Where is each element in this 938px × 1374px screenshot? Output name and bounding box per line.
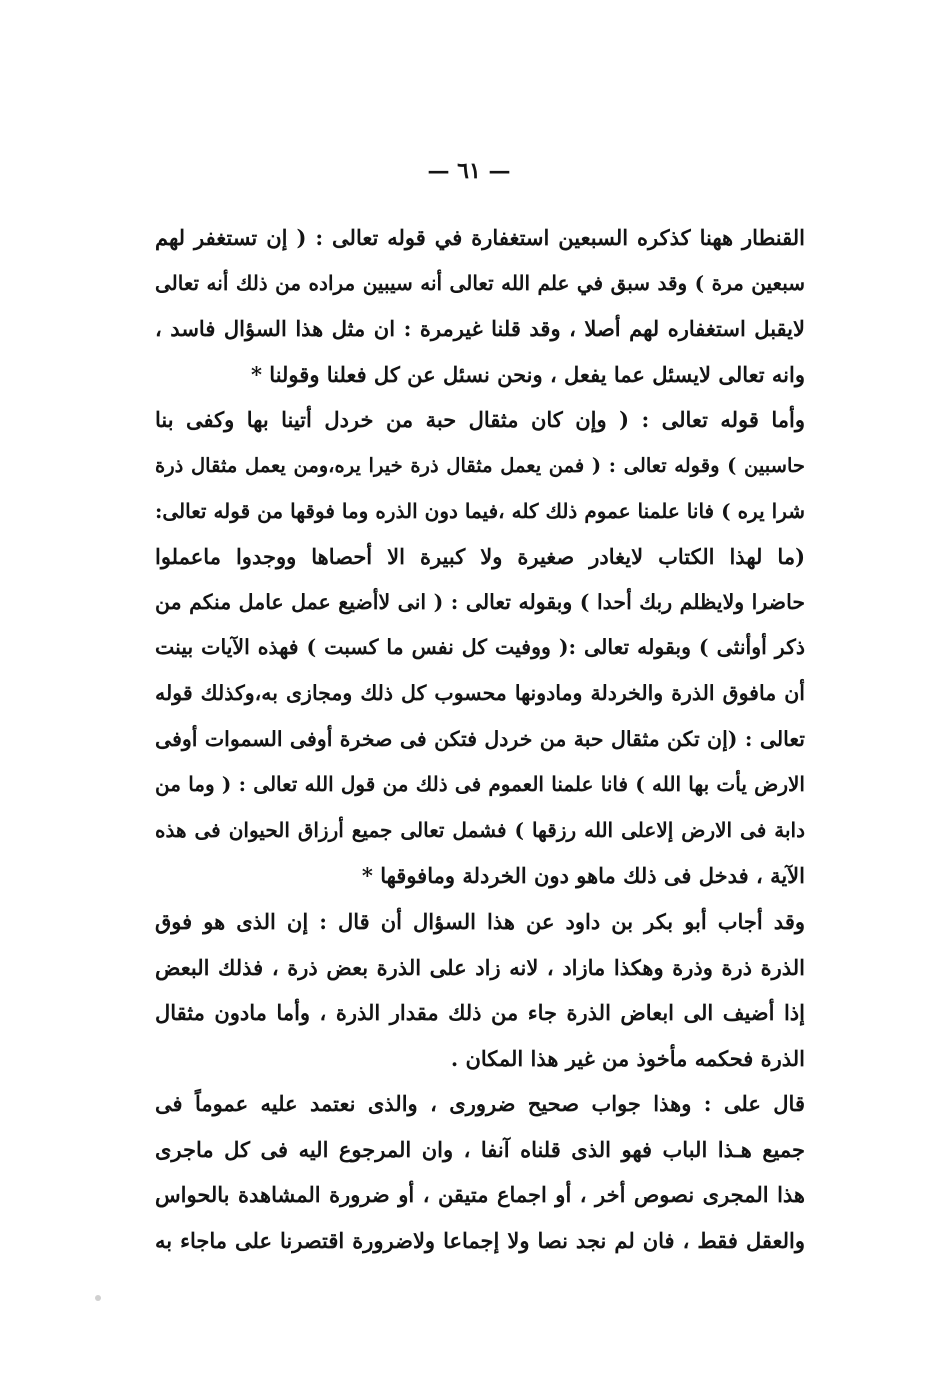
text-line: ذكر أوأنثى ) وبقوله تعالى :( ووفيت كل نفس ما كسبت ) فهذه الآيات بينت bbox=[155, 635, 805, 660]
page-number: — ٦١ — bbox=[427, 158, 511, 184]
text-line: قال على : وهذا جواب صحيح ضرورى ، والذى نعتمد عليه عموماً فى bbox=[155, 1091, 805, 1117]
text-line: وقد أجاب أبو بكر بن داود عن هذا السؤال أن قال : إن الذى هو فوق bbox=[155, 908, 805, 934]
text-line: الذرة فحكمه مأخوذ من غير هذا المكان . bbox=[450, 1045, 805, 1071]
text-line: الذرة ذرة وذرة وهكذا مازاد ، لانه زاد على الذرة بعض ذرة ، فذلك البعض bbox=[155, 954, 805, 980]
text-line: (ما لهذا الكتاب لايغادر صغيرة ولا كبيرة الا أحصاها ووجدوا ماعملوا bbox=[155, 544, 805, 570]
text-line: أن مافوق الذرة والخردلة ومادونها محسوب كل ذلك ومجازى به،وكذلك قوله bbox=[155, 680, 805, 705]
text-line: حاضرا ولايظلم ربك أحدا ) وبقوله تعالى : ( انى لاأضيع عمل عامل منكم من bbox=[155, 589, 805, 614]
text-line: الارض يأت بها الله ) فانا علمنا العموم فى ذلك من قول الله تعالى : ( وما من bbox=[155, 772, 805, 797]
text-line: وأما قوله تعالى : ( وإن كان مثقال حبة من خردل أتينا بها وكفى بنا bbox=[155, 407, 805, 433]
text-line: وانه تعالى لايسئل عما يفعل ، ونحن نسئل عن كل فعلنا وقولنا * bbox=[251, 361, 805, 387]
text-line: إذا أضيف الى ابعاض الذرة جاء من ذلك مقدار الذرة ، وأما مادون مثقال bbox=[155, 1000, 805, 1026]
text-line: شرا يره ) فانا علمنا عموم ذلك كله ،فيما دون الذره وما فوقها من قوله تعالى: bbox=[155, 498, 805, 523]
text-line: دابة فى الارض إلاعلى الله رزقها ) فشمل تعالى جميع أرزاق الحيوان فى هذه bbox=[155, 817, 805, 842]
text-line: جميع هـذا الباب فهو الذى قلناه آنفا ، وان المرجوع اليه فى كل ماجرى bbox=[155, 1136, 805, 1162]
text-line: تعالى : (إن تكن مثقال حبة من خردل فتكن فى صخرة أوفى السموات أوفى bbox=[155, 726, 805, 751]
text-line: هذا المجرى نصوص أخر ، أو اجماع متيقن ، أو ضرورة المشاهدة بالحواس bbox=[155, 1182, 805, 1208]
body-text bbox=[155, 215, 805, 1264]
text-line: الآية ، فدخل فى ذلك ماهو دون الخردلة ومافوقها * bbox=[361, 863, 805, 889]
text-line: القنطار ههنا كذكره السبعين استغفارة في قوله تعالى : ( إن تستغفر لهم bbox=[155, 225, 805, 250]
text-line: لايقبل استغفاره لهم أصلا ، وقد قلنا غيرمرة : ان مثل هذا السؤال فاسد ، bbox=[155, 316, 805, 342]
scan-speck bbox=[95, 1295, 101, 1301]
text-line: حاسبين ) وقوله تعالى : ( فمن يعمل مثقال ذرة خيرا يره،ومن يعمل مثقال ذرة bbox=[155, 453, 805, 477]
text-line: سبعين مرة ) وقد سبق في علم الله تعالى أنه سيبين مراده من ذلك أنه تعالى bbox=[155, 270, 805, 295]
text-line: والعقل فقط ، فان لم نجد نصا ولا إجماعا ولاضرورة اقتصرنا على ماجاء به bbox=[155, 1228, 805, 1254]
